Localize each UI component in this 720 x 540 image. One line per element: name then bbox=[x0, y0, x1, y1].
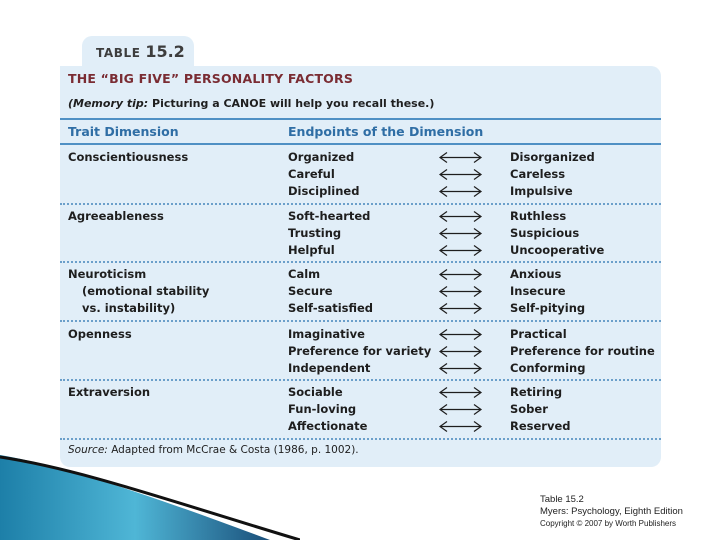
double-headed-arrow-icon bbox=[438, 360, 483, 377]
endpoint-right-column bbox=[510, 266, 585, 317]
double-headed-arrow-icon bbox=[438, 343, 483, 360]
endpoint-left: Organized bbox=[288, 150, 355, 164]
trait-name bbox=[68, 208, 164, 225]
arrow-column bbox=[438, 266, 483, 317]
arrow-column bbox=[438, 149, 483, 200]
endpoint-left: Fun-loving bbox=[288, 402, 357, 416]
endpoint-right: Ruthless bbox=[510, 209, 567, 223]
endpoint-right: Suspicious bbox=[510, 226, 580, 240]
endpoint-left: Self-satisfied bbox=[288, 301, 374, 315]
header-top-rule bbox=[60, 118, 661, 120]
endpoint-right-column bbox=[510, 326, 655, 377]
endpoint-right-column bbox=[510, 208, 604, 259]
trait-subtitle: vs. instability) bbox=[82, 301, 176, 315]
endpoint-left: Trusting bbox=[288, 226, 342, 240]
caption-copyright: Copyright © 2007 by Worth Publishers bbox=[540, 519, 677, 528]
double-headed-arrow-icon bbox=[438, 242, 483, 259]
endpoint-right: Retiring bbox=[510, 385, 563, 399]
double-headed-arrow-icon bbox=[438, 418, 483, 435]
table-source bbox=[68, 444, 359, 456]
row-divider bbox=[60, 379, 661, 381]
table-bottom-rule bbox=[60, 438, 661, 440]
endpoint-left: Careful bbox=[288, 167, 335, 181]
header-bottom-rule bbox=[60, 143, 661, 145]
double-headed-arrow-icon bbox=[438, 225, 483, 242]
column-header-endpoints: Endpoints of the Dimension bbox=[288, 124, 484, 139]
arrow-column bbox=[438, 326, 483, 377]
endpoint-left: Calm bbox=[288, 267, 321, 281]
source-text: Adapted from McCrae & Costa (1986, p. 1002). bbox=[111, 444, 359, 456]
trait-name bbox=[68, 326, 132, 343]
trait-subtitle: (emotional stability bbox=[82, 284, 210, 298]
caption-table-number: Table 15.2 bbox=[540, 494, 584, 505]
table-title: THE “BIG FIVE” PERSONALITY FACTORS bbox=[68, 71, 354, 86]
trait-label: Agreeableness bbox=[68, 209, 164, 223]
trait-name bbox=[68, 384, 150, 401]
endpoint-left: Imaginative bbox=[288, 327, 365, 341]
endpoint-right: Insecure bbox=[510, 284, 566, 298]
endpoint-left: Secure bbox=[288, 284, 333, 298]
endpoint-left: Affectionate bbox=[288, 419, 368, 433]
endpoint-left-column bbox=[288, 326, 431, 377]
table-number-label bbox=[96, 42, 185, 61]
endpoint-right: Self-pitying bbox=[510, 301, 586, 315]
endpoint-right: Impulsive bbox=[510, 184, 573, 198]
endpoint-left: Soft-hearted bbox=[288, 209, 371, 223]
double-headed-arrow-icon bbox=[438, 149, 483, 166]
endpoint-right-column bbox=[510, 384, 571, 435]
row-divider bbox=[60, 320, 661, 322]
double-headed-arrow-icon bbox=[438, 208, 483, 225]
endpoint-right: Sober bbox=[510, 402, 548, 416]
endpoint-right-column bbox=[510, 149, 595, 200]
table-label-number: 15.2 bbox=[145, 42, 185, 61]
double-headed-arrow-icon bbox=[438, 384, 483, 401]
column-header-trait: Trait Dimension bbox=[68, 124, 179, 139]
slide-caption bbox=[540, 494, 683, 529]
double-headed-arrow-icon bbox=[438, 300, 483, 317]
endpoint-left: Sociable bbox=[288, 385, 343, 399]
trait-label: Openness bbox=[68, 327, 132, 341]
caption-book-title: Myers: Psychology, Eighth Edition bbox=[540, 506, 683, 517]
endpoint-left-column bbox=[288, 208, 370, 259]
arrow-column bbox=[438, 384, 483, 435]
trait-name bbox=[68, 266, 209, 317]
arrow-column bbox=[438, 208, 483, 259]
trait-label: Neuroticism bbox=[68, 267, 147, 281]
endpoint-left-column bbox=[288, 266, 373, 317]
trait-label: Extraversion bbox=[68, 385, 151, 399]
source-label: Source: bbox=[68, 444, 108, 456]
endpoint-left-column bbox=[288, 384, 367, 435]
endpoint-right: Anxious bbox=[510, 267, 562, 281]
slide-swoosh-decoration bbox=[0, 455, 300, 540]
double-headed-arrow-icon bbox=[438, 283, 483, 300]
trait-label: Conscientiousness bbox=[68, 150, 189, 164]
endpoint-right: Reserved bbox=[510, 419, 571, 433]
endpoint-right: Uncooperative bbox=[510, 243, 605, 257]
row-divider bbox=[60, 261, 661, 263]
row-divider bbox=[60, 203, 661, 205]
double-headed-arrow-icon bbox=[438, 183, 483, 200]
endpoint-right: Conforming bbox=[510, 361, 586, 375]
double-headed-arrow-icon bbox=[438, 401, 483, 418]
endpoint-right: Preference for routine bbox=[510, 344, 655, 358]
double-headed-arrow-icon bbox=[438, 166, 483, 183]
endpoint-right: Careless bbox=[510, 167, 566, 181]
trait-name bbox=[68, 149, 188, 166]
endpoint-left: Disciplined bbox=[288, 184, 360, 198]
endpoint-left: Independent bbox=[288, 361, 371, 375]
endpoint-left: Preference for variety bbox=[288, 344, 432, 358]
table-label-prefix: TABLE bbox=[96, 46, 141, 60]
memory-tip bbox=[68, 97, 434, 110]
memory-tip-text: Picturing a CANOE will help you recall these.) bbox=[152, 97, 435, 110]
endpoint-left-column bbox=[288, 149, 359, 200]
memory-tip-label: (Memory tip: bbox=[68, 97, 149, 110]
endpoint-left: Helpful bbox=[288, 243, 335, 257]
double-headed-arrow-icon bbox=[438, 266, 483, 283]
endpoint-right: Disorganized bbox=[510, 150, 595, 164]
endpoint-right: Practical bbox=[510, 327, 567, 341]
double-headed-arrow-icon bbox=[438, 326, 483, 343]
